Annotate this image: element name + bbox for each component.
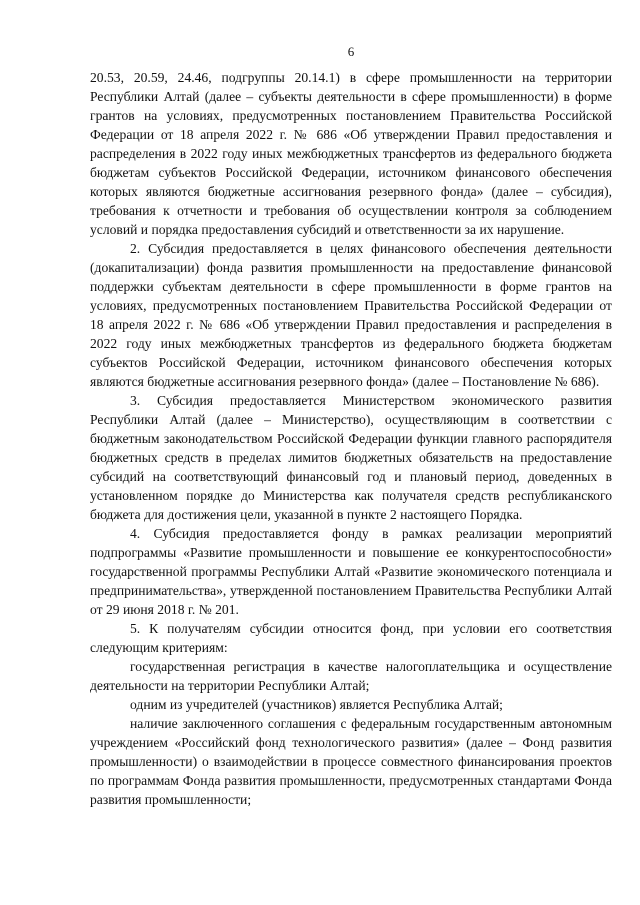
paragraph: 3. Субсидия предоставляется Министерством экономического развития Республики Алтай (далее – Министерство), осуществляющим в соответствии с бюджетным законодательством Российской Федерации функции главного распорядителя бюджетных средств в пределах лимитов бюджетных обязательств на предоставление субсидий на соответствующий финансовый год и плановый период, доведенных в установленном порядке до Министерства как получателя средств республиканского бюджета для достижения цели, указанной в пункте 2 настоящего Порядка. — [90, 393, 612, 522]
page-number: 6 — [347, 44, 355, 59]
paragraph: 4. Субсидия предоставляется фонду в рамках реализации мероприятий подпрограммы «Развитие промышленности и повышение ее конкурентоспособности» государственной программы Республики Алтай «Развитие экономического потенциала и предпринимательства», утвержденной постановлением Правительства Республики Алтай от 29 июня 2018 г. № 201. — [90, 526, 612, 617]
paragraph: 20.53, 20.59, 24.46, подгруппы 20.14.1) в сфере промышленности на территории Республики Алтай (далее – субъекты деятельности в сфере промышленности) в форме грантов на условиях, предусмотренных постановлением Правительства Российской Федерации от 18 апреля 2022 г. № 686 «Об утверждении Правил предоставления и распределения в 2022 году иных межбюджетных трансфертов из федерального бюджета бюджетам субъектов Российской Федерации, источником финансового обеспечения которых являются бюджетные ассигнования резервного фонда» (далее – субсидия), требования к отчетности и требования об осуществлении контроля за соблюдением условий и порядка предоставления субсидий и ответственности за их нарушение. — [90, 70, 612, 237]
paragraph: 2. Субсидия предоставляется в целях финансового обеспечения деятельности (докапитализации) фонда развития промышленности на предоставление финансовой поддержки субъектам деятельности в сфере промышленности в форме грантов на условиях, предусмотренных постановлением Правительства Российской Федерации от 18 апреля 2022 г. № 686 «Об утверждении Правил предоставления и распределения в 2022 году иных межбюджетных трансфертов из федерального бюджета бюджетам субъектов Российской Федерации, источником финансового обеспечения которых являются бюджетные ассигнования резервного фонда» (далее – Постановление № 686). — [90, 241, 612, 389]
paragraph: одним из учредителей (участников) является Республика Алтай; — [130, 697, 503, 712]
body-text — [90, 68, 612, 809]
paragraph: наличие заключенного соглашения с федеральным государственным автономным учреждением «Российский фонд технологического развития» (далее – Фонд развития промышленности) о взаимодействии в процессе совместного финансирования проектов по программам Фонда развития промышленности, предусмотренных стандартами Фонда развития промышленности; — [90, 716, 612, 807]
paragraph: 5. К получателям субсидии относится фонд, при условии его соответствия следующим критериям: — [90, 621, 612, 655]
paragraph: государственная регистрация в качестве налогоплательщика и осуществление деятельности на территории Республики Алтай; — [90, 659, 612, 693]
